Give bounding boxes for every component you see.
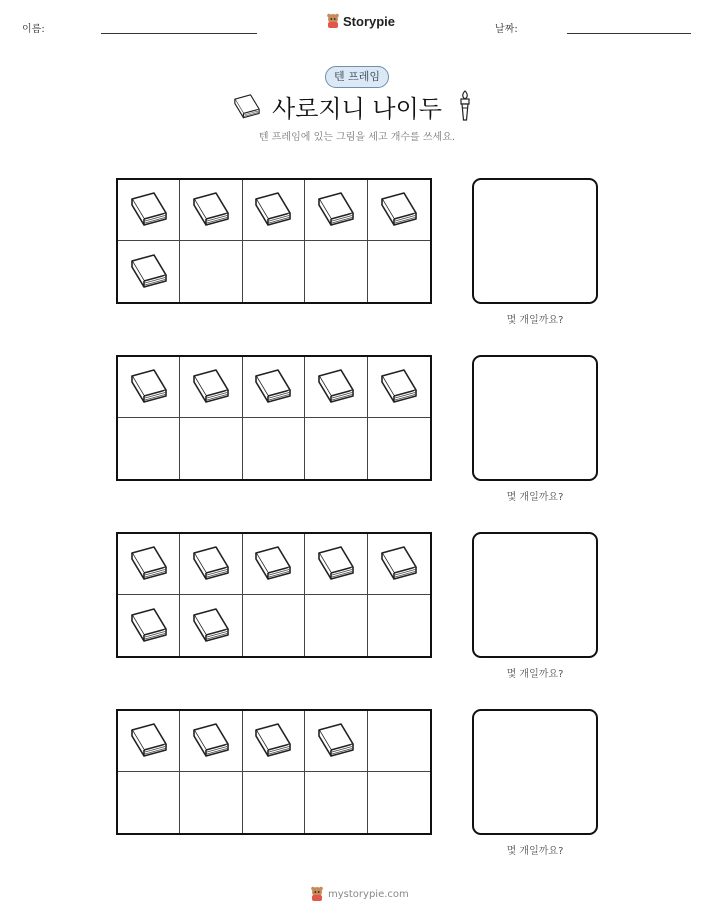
answer-box[interactable] xyxy=(472,178,598,304)
ten-frame-cell xyxy=(180,711,242,772)
ten-frame xyxy=(116,178,432,304)
book-icon xyxy=(376,366,422,408)
ten-frame-cell xyxy=(180,418,242,479)
ten-frame-cell xyxy=(305,534,367,595)
book-icon xyxy=(313,720,359,762)
ten-frame xyxy=(116,355,432,481)
ten-frame-cell xyxy=(180,357,242,418)
book-icon xyxy=(188,189,234,231)
ten-frame-cell xyxy=(180,180,242,241)
ten-frame xyxy=(116,709,432,835)
instruction-text: 텐 프레임에 있는 그림을 세고 개수를 쓰세요. xyxy=(258,132,456,143)
answer-box[interactable] xyxy=(472,532,598,658)
ten-frame-cell xyxy=(305,418,367,479)
book-icon xyxy=(250,189,296,231)
footer xyxy=(310,886,409,902)
worksheet-title: 사로지니 나이두 xyxy=(272,95,442,123)
book-icon xyxy=(313,366,359,408)
answer-box[interactable] xyxy=(472,355,598,481)
ten-frame-cell xyxy=(243,418,305,479)
ten-frame-cell xyxy=(368,241,430,302)
book-icon xyxy=(126,251,172,293)
category-badge: 텐 프레임 xyxy=(325,66,389,88)
book-icon xyxy=(188,366,234,408)
count-question: 몇 개일까요? xyxy=(506,669,564,680)
ten-frame-cell xyxy=(243,711,305,772)
ten-frame-cell xyxy=(305,772,367,833)
ten-frame-cell xyxy=(305,180,367,241)
book-icon xyxy=(376,189,422,231)
ten-frame xyxy=(116,532,432,658)
ten-frame-cell xyxy=(118,180,180,241)
brand-name: Storypie xyxy=(343,13,396,29)
ten-frame-cell xyxy=(305,595,367,656)
name-line xyxy=(101,33,257,34)
footer-url[interactable]: mystorypie.com xyxy=(328,888,409,900)
count-question: 몇 개일까요? xyxy=(506,315,564,326)
ten-frame-cell xyxy=(368,595,430,656)
book-icon xyxy=(250,720,296,762)
book-icon xyxy=(126,720,172,762)
ten-frame-cell xyxy=(305,711,367,772)
ten-frame-cell xyxy=(118,241,180,302)
book-icon xyxy=(188,720,234,762)
ten-frame-cell xyxy=(118,534,180,595)
ten-frame-cell xyxy=(368,418,430,479)
book-icon xyxy=(250,366,296,408)
mascot-icon xyxy=(326,13,340,29)
ten-frame-cell xyxy=(118,357,180,418)
ten-frame-cell xyxy=(118,418,180,479)
ten-frame-cell xyxy=(118,711,180,772)
ten-frame-cell xyxy=(243,180,305,241)
ten-frame-cell xyxy=(118,595,180,656)
ten-frame-cell xyxy=(180,595,242,656)
date-label: 날짜: xyxy=(495,24,518,35)
book-icon xyxy=(188,605,234,647)
book-icon xyxy=(376,543,422,585)
ten-frame-cell xyxy=(305,357,367,418)
ten-frame-cell xyxy=(368,180,430,241)
ten-frame-cell xyxy=(243,357,305,418)
book-icon xyxy=(126,605,172,647)
ten-frame-cell xyxy=(305,241,367,302)
ten-frame-cell xyxy=(368,357,430,418)
book-icon xyxy=(188,543,234,585)
date-line xyxy=(567,33,691,34)
book-icon xyxy=(313,189,359,231)
count-question: 몇 개일까요? xyxy=(506,492,564,503)
book-icon xyxy=(126,366,172,408)
book-icon xyxy=(126,543,172,585)
ten-frame-cell xyxy=(243,772,305,833)
ten-frame-cell xyxy=(243,595,305,656)
book-icon xyxy=(126,189,172,231)
mascot-icon xyxy=(310,886,324,902)
count-question: 몇 개일까요? xyxy=(506,846,564,857)
ten-frame-cell xyxy=(118,772,180,833)
ten-frame-cell xyxy=(243,241,305,302)
ten-frame-cell xyxy=(368,772,430,833)
brand-logo xyxy=(326,13,395,29)
ten-frame-cell xyxy=(180,534,242,595)
book-icon xyxy=(250,543,296,585)
torch-icon xyxy=(458,90,472,122)
name-label: 이름: xyxy=(22,24,45,35)
ten-frame-cell xyxy=(368,711,430,772)
answer-box[interactable] xyxy=(472,709,598,835)
ten-frame-cell xyxy=(243,534,305,595)
ten-frame-cell xyxy=(180,241,242,302)
book-icon xyxy=(313,543,359,585)
ten-frame-cell xyxy=(368,534,430,595)
ten-frame-cell xyxy=(180,772,242,833)
book-icon xyxy=(230,92,264,122)
